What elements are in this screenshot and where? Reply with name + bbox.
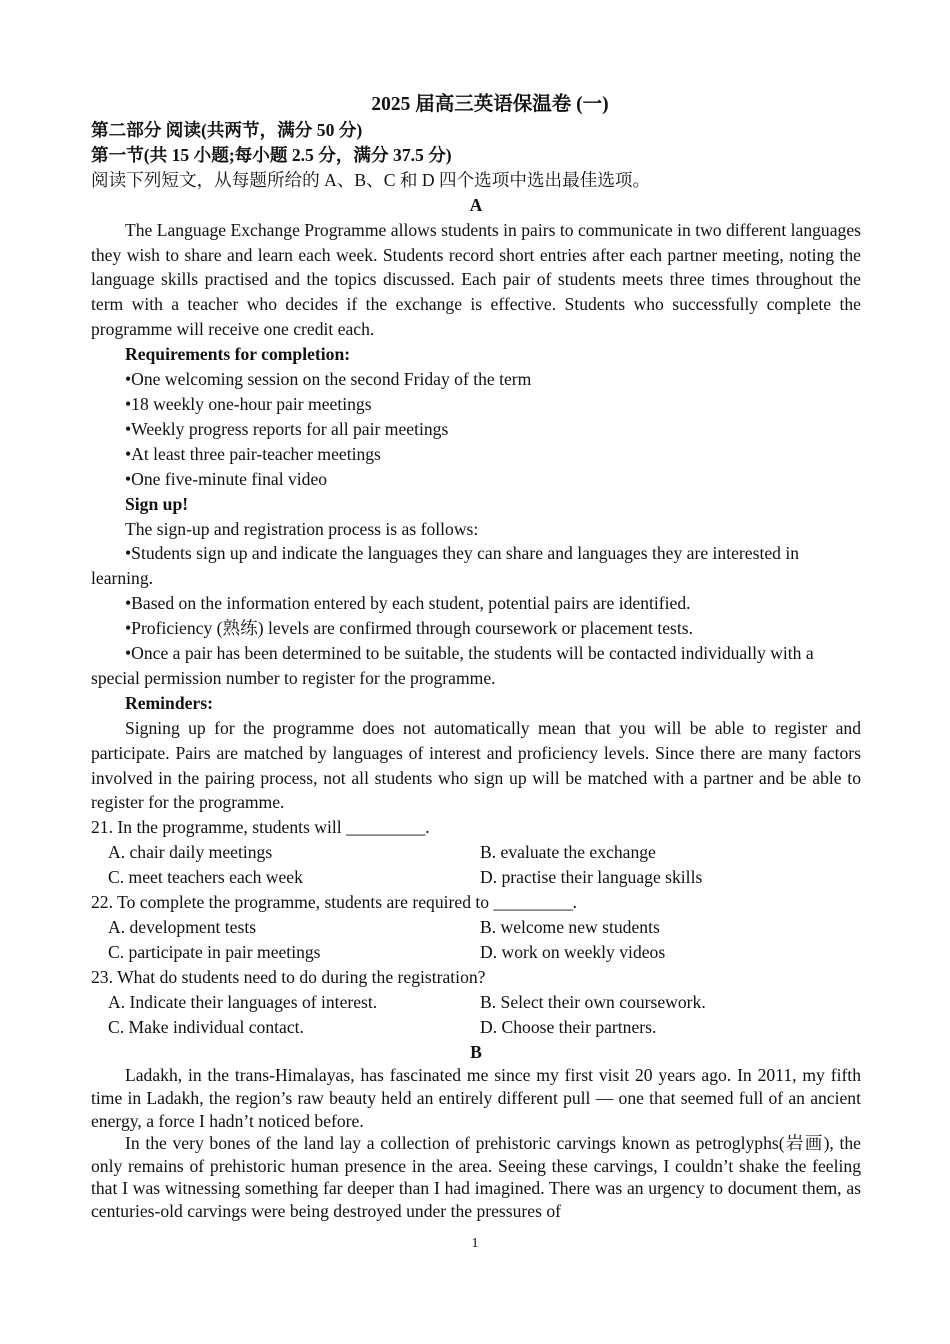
option-d: D. Choose their partners. bbox=[480, 1016, 657, 1037]
signup-intro: The sign-up and registration process is as follows: bbox=[125, 518, 479, 539]
passage-a-letter: A bbox=[469, 194, 483, 215]
requirements-heading: Requirements for completion: bbox=[125, 344, 351, 365]
requirement-item: •At least three pair-teacher meetings bbox=[125, 443, 381, 464]
reminders-text: Signing up for the programme does not automatically mean that you will be able to register and participate. Pairs are matched by languages of interest and proficiency levels. Since there are many factors involved in the pairing process, not all students who sign up will be matched with a partner and be able to register for the programme. bbox=[91, 717, 861, 813]
part-heading: 第二部分 阅读(共两节，满分 50 分) bbox=[91, 120, 363, 140]
signup-step: •Once a pair has been determined to be suitable, the students will be contacted individually with a special permission number to register for the programme. bbox=[91, 643, 814, 688]
options bbox=[91, 915, 861, 965]
question-23 bbox=[91, 965, 861, 1040]
passage-b-paragraph: In the very bones of the land lay a collection of prehistoric carvings known as petroglyphs(岩画), the only remains of prehistoric human presence in the area. Seeing these carvings, I couldn’t shake the feeling that I was witnessing something far deeper than I had imagined. There was an urgency to document them, as centuries-old carvings were being destroyed under the pressures of bbox=[91, 1133, 861, 1221]
requirement-item: •Weekly progress reports for all pair meetings bbox=[125, 418, 449, 439]
option-c: C. Make individual contact. bbox=[108, 1016, 304, 1037]
signup-step: •Proficiency (熟练) levels are confirmed through coursework or placement tests. bbox=[125, 618, 693, 639]
option-b: B. welcome new students bbox=[480, 917, 660, 937]
options bbox=[91, 990, 861, 1040]
option-d: D. practise their language skills bbox=[480, 867, 703, 888]
option-a: A. chair daily meetings bbox=[108, 842, 273, 863]
page-content bbox=[91, 92, 861, 1223]
instruction-text: 阅读下列短文，从每题所给的 A、B、C 和 D 四个选项中选出最佳选项。 bbox=[91, 169, 651, 190]
question-stem: 21. In the programme, students will _________. bbox=[91, 817, 430, 838]
signup-heading: Sign up! bbox=[125, 493, 189, 514]
section-heading: 第一节(共 15 小题;每小题 2.5 分，满分 37.5 分) bbox=[91, 144, 452, 165]
requirement-item: •18 weekly one-hour pair meetings bbox=[125, 393, 372, 414]
option-d: D. work on weekly videos bbox=[480, 941, 666, 962]
option-c: C. participate in pair meetings bbox=[108, 941, 321, 962]
requirement-item: •One five-minute final video bbox=[125, 468, 328, 489]
page-title: 2025 届高三英语保温卷 (一) bbox=[371, 94, 609, 115]
passage-b-paragraph: Ladakh, in the trans-Himalayas, has fascinated me since my first visit 20 years ago. In 2011, my fifth time in Ladakh, the region’s raw beauty held an entirely different pull — one that seemed full of an ancient energy, a force I hadn’t noticed before. bbox=[91, 1065, 861, 1131]
options bbox=[91, 840, 861, 890]
question-stem: 22. To complete the programme, students are required to _________. bbox=[91, 892, 578, 913]
requirement-item: •One welcoming session on the second Friday of the term bbox=[125, 369, 532, 390]
question-stem: 23. What do students need to do during the registration? bbox=[91, 966, 486, 987]
page-number: 1 bbox=[471, 1236, 479, 1251]
reminders-heading: Reminders: bbox=[125, 692, 213, 713]
passage-a-intro: The Language Exchange Programme allows students in pairs to communicate in two different languages they wish to share and learn each week. Students record short entries after each partner meeting, noting the language skills practised and the topics discussed. Each pair of students meets three times throughout the term with a teacher who decides if the exchange is effective. Students who successfully complete the programme will receive one credit each. bbox=[91, 219, 861, 340]
question-21 bbox=[91, 815, 861, 890]
option-b: B. Select their own coursework. bbox=[480, 991, 706, 1012]
passage-b-letter: B bbox=[470, 1041, 482, 1062]
option-c: C. meet teachers each week bbox=[108, 867, 303, 888]
option-b: B. evaluate the exchange bbox=[480, 842, 656, 863]
question-22 bbox=[91, 890, 861, 965]
signup-step: •Students sign up and indicate the languages they can share and languages they are interested in learning. bbox=[91, 543, 800, 589]
option-a: A. development tests bbox=[108, 917, 257, 937]
signup-step: •Based on the information entered by each student, potential pairs are identified. bbox=[125, 593, 691, 614]
option-a: A. Indicate their languages of interest. bbox=[108, 991, 378, 1012]
